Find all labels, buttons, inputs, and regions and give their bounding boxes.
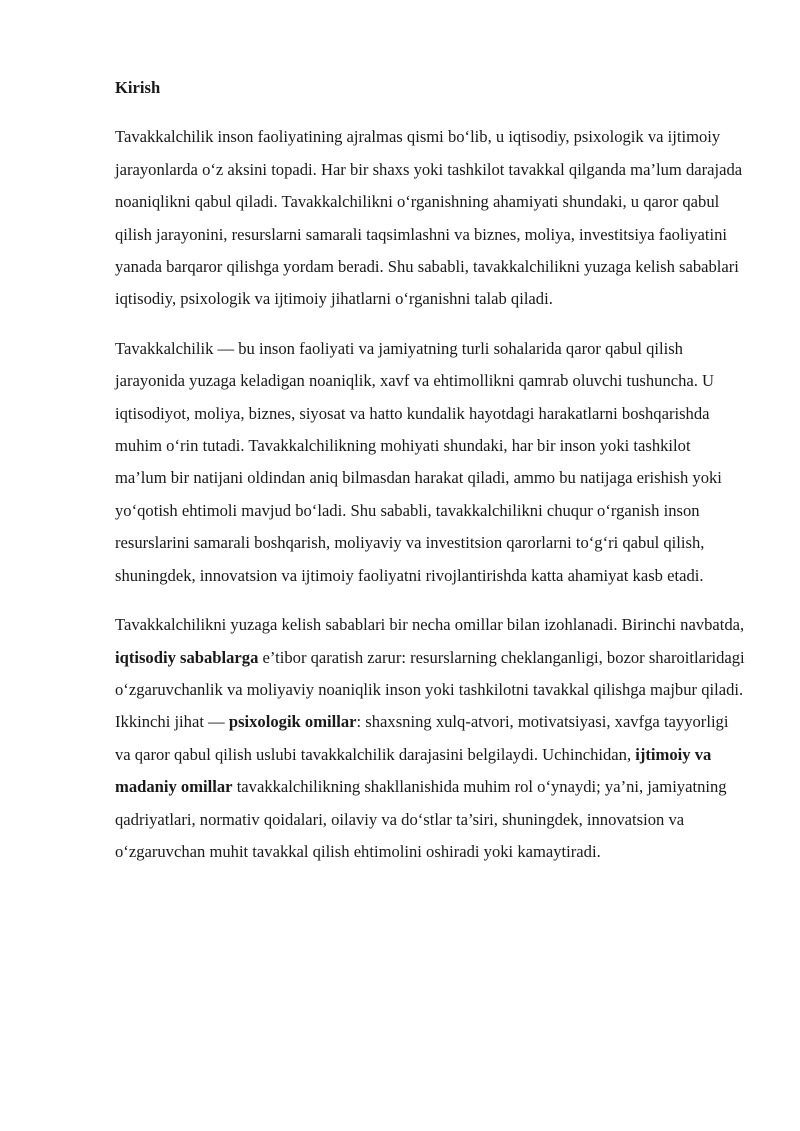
bold-term-psychological-factors: psixologik omillar	[228, 712, 357, 732]
paragraph-causes-text-3: : shaxsning xulq-atvori, motivatsiyasi, xavfga tayyorligi va qaror qabul qilish uslubi tavakkalchilik darajasini belgilaydi. Uchinchidan,	[115, 712, 729, 764]
bold-term-social-cultural-factors: ijtimoiy va madaniy omillar	[115, 744, 712, 797]
document-body	[115, 72, 745, 885]
paragraph-causes-text-4: tavakkalchilikning shakllanishida muhim rol o‘ynaydi; ya’ni, jamiyatning qadriyatlari, normativ qoidalari, oilaviy va do‘stlar ta’siri, shuningdek, innovatsion va o‘zgaruvchan muhit tavakkal qilish ehtimolini oshiradi yoki kamaytiradi.	[115, 777, 727, 861]
paragraph-intro: Tavakkalchilik inson faoliyatining ajralmas qismi bo‘lib, u iqtisodiy, psixologik va ijtimoiy jarayonlarda o‘z aksini topadi. Har bir shaxs yoki tashkilot tavakkal qilganda ma’lum darajada noaniqlikni qabul qiladi. Tavakkalchilikni o‘rganishning ahamiyati shundaki, u qaror qabul qilish jarayonini, resurslarni samarali taqsimlashni va biznes, moliya, investitsiya faoliyatini yanada barqaror qilishga yordam beradi. Shu sababli, tavakkalchilikni yuzaga kelish sabablari iqtisodiy, psixologik va ijtimoiy jihatlarni o‘rganishni talab qiladi.	[115, 127, 743, 309]
paragraph-definition: Tavakkalchilik — bu inson faoliyati va jamiyatning turli sohalarida qaror qabul qilish jarayonida yuzaga keladigan noaniqlik, xavf va ehtimollikni qamrab oluvchi tushuncha. U iqtisodiyot, moliya, biznes, siyosat va hatto kundalik hayotdagi harakatlarni boshqarishda muhim o‘rin tutadi. Tavakkalchilikning mohiyati shundaki, har bir inson yoki tashkilot ma’lum bir natijani oldindan aniq bilmasdan harakat qiladi, ammo bu natijaga erishish yoki yo‘qotish ehtimoli mavjud bo‘ladi. Shu sababli, tavakkalchilikni chuqur o‘rganish inson resurslarini samarali boshqarish, moliyaviy va investitsion qarorlarni to‘g‘ri qabul qilish, shuningdek, innovatsion va ijtimoiy faoliyatni rivojlantirishda katta ahamiyat kasb etadi.	[115, 338, 722, 585]
paragraph-causes-text-2: e’tibor qaratish zarur: resurslarning cheklanganligi, bozor sharoitlaridagi o‘zgaruvchanlik va moliyaviy noaniqlik inson yoki tashkilotni tavakkal qilishga majbur qiladi. Ikkinchi jihat —	[115, 647, 745, 732]
paragraph-causes-text-1: Tavakkalchilikni yuzaga kelish sabablari bir necha omillar bilan izohlanadi. Birinchi navbatda,	[115, 615, 745, 635]
bold-term-economic-reasons: iqtisodiy sabablarga	[115, 647, 259, 667]
paragraph-causes	[115, 609, 745, 868]
section-heading: Kirish	[115, 78, 161, 97]
